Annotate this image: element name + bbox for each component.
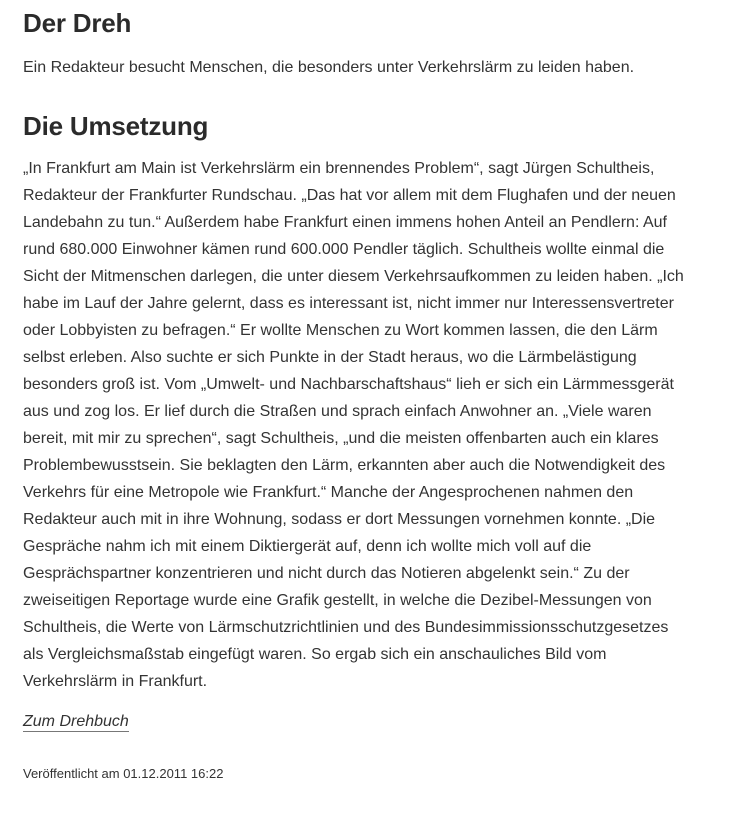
link-row (23, 708, 693, 735)
section-text-dreh: Ein Redakteur besucht Menschen, die besonders unter Verkehrslärm zu leiden haben. (23, 59, 635, 76)
section-text-umsetzung: „In Frankfurt am Main ist Verkehrslärm ein brennendes Problem“, sagt Jürgen Schultheis, Redakteur der Frankfurter Rundschau. „Das hat vor allem mit dem Flughafen und der neuen Landebahn zu tun.“ Außerdem habe Frankfurt einen immens hohen Anteil an Pendlern: Auf rund 680.000 Einwohner kämen rund 600.000 Pendler täglich. Schultheis wollte einmal die Sicht der Mitmenschen darlegen, die unter diesem Verkehrsaufkommen zu leiden haben. „Ich habe im Lauf der Jahre gelernt, dass es interessant ist, nicht immer nur Interessensvertreter oder Lobbyisten zu befragen.“ Er wollte Menschen zu Wort kommen lassen, die den Lärm selbst erleben. Also suchte er sich Punkte in der Stadt heraus, wo die Lärmbelästigung besonders groß ist. Vom „Umwelt- und Nachbarschaftshaus“ lieh er sich ein Lärmmessgerät aus und zog los. Er lief durch die Straßen und sprach einfach Anwohner an. „Viele waren bereit, mit mir zu sprechen“, sagt Schultheis, „und die meisten offenbarten auch ein klares Problembewusstsein. Sie beklagten den Lärm, erkannten aber auch die Notwendigkeit des Verkehrs für eine Metropole wie Frankfurt.“ Manche der Angesprochenen nahmen den Redakteur auch mit in ihre Wohnung, sodass er dort Messungen vornehmen konnte. „Die Gespräche nahm ich mit einem Diktiergerät auf, denn ich wollte mich voll auf die Gesprächspartner konzentrieren und nicht durch das Notieren abgelenkt sein.“ Zu der zweiseitigen Reportage wurde eine Grafik gestellt, in welche die Dezibel-Messungen von Schultheis, die Werte von Lärmschutzrichtlinien und des Bundesimmissionsschutzgesetzes als Vergleichsmaßstab eingefügt waren. So ergab sich ein anschauliches Bild vom Verkehrslärm in Frankfurt. (23, 160, 684, 690)
drehbuch-link[interactable]: Zum Drehbuch (23, 713, 129, 730)
section-heading-dreh: Der Dreh (23, 8, 132, 38)
section-heading-umsetzung: Die Umsetzung (23, 111, 209, 141)
published-date: Veröffentlicht am 01.12.2011 16:22 (23, 766, 224, 781)
